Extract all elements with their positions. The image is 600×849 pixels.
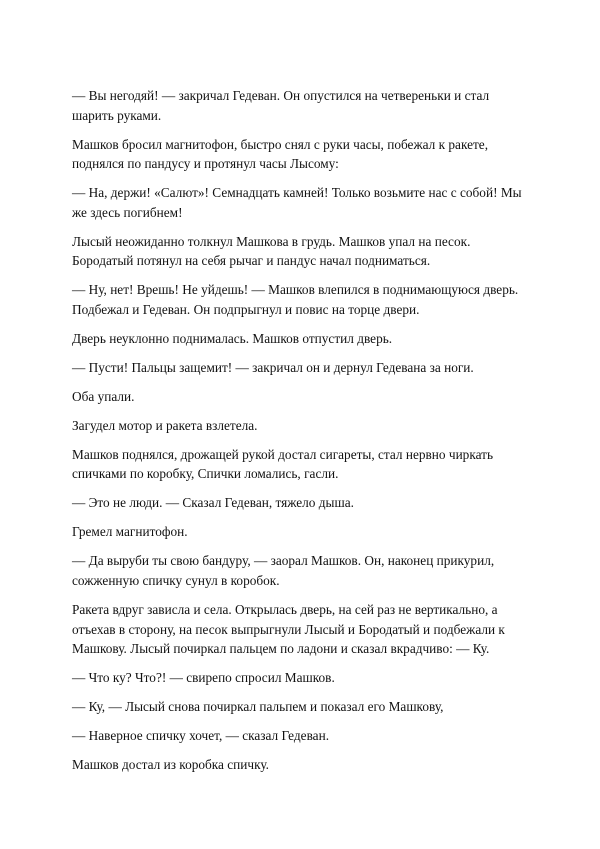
paragraph-5: — Ну, нет! Врешь! Не уйдешь! — Машков влепился в поднимающуюся дверь. Подбежал и Гедеван. Он подпрыгнул и повис на торце двери. xyxy=(72,282,519,317)
paragraph-12: Гремел магнитофон. xyxy=(72,524,188,540)
paragraph-9: Загудел мотор и ракета взлетела. xyxy=(72,417,258,433)
paragraph-7: — Пусти! Пальцы защемит! — закричал он и дернул Гедевана за ноги. xyxy=(72,359,474,375)
paragraph-13: — Да выруби ты свою бандуру, — заорал Машков. Он, наконец прикурил, сожженную спичку сунул в коробок. xyxy=(72,553,495,588)
paragraph-10: Машков поднялся, дрожащей рукой достал сигареты, стал нервно чиркать спичками по коробку, Спички ломались, гасли. xyxy=(72,446,494,482)
paragraph-16: — Ку, — Лысый снова почиркал пальпем и показал его Машкову, xyxy=(72,699,444,715)
paragraph-14: Ракета вдруг зависла и села. Открылась дверь, на сей раз не вертикально, а отъехав в сторону, на песок выпрыгнули Лысый и Бородатый и подбежали к Машкову. Лысый почиркал пальцем по ладони и сказал вкрадчиво: — Ку. xyxy=(72,601,505,657)
paragraph-2: Машков бросил магнитофон, быстро снял с руки часы, побежал к ракете, поднялся по пандусу и протянул часы Лысому: xyxy=(72,136,489,172)
paragraph-17: — Наверное спичку хочет, — сказал Гедеван. xyxy=(72,728,330,744)
paragraph-6: Дверь неуклонно поднималась. Машков отпустил дверь. xyxy=(72,330,393,346)
paragraph-4: Лысый неожиданно толкнул Машкова в грудь. Машков упал на песок. Бородатый потянул на себя рычаг и пандус начал подниматься. xyxy=(72,233,471,269)
paragraph-18: Машков достал из коробка спичку. xyxy=(72,757,270,773)
document-page xyxy=(72,86,532,784)
paragraph-15: — Что ку? Что?! — свирепо спросил Машков. xyxy=(72,670,335,686)
paragraph-3: — На, держи! «Салют»! Семнадцать камней! Только возьмите нас с собой! Мы же здесь погибнем! xyxy=(72,185,522,220)
paragraph-1: — Вы негодяй! — закричал Гедеван. Он опустился на четвереньки и стал шарить руками. xyxy=(72,88,490,123)
paragraph-11: — Это не люди. — Сказал Гедеван, тяжело дыша. xyxy=(72,495,354,511)
paragraph-8: Оба упали. xyxy=(72,388,135,404)
